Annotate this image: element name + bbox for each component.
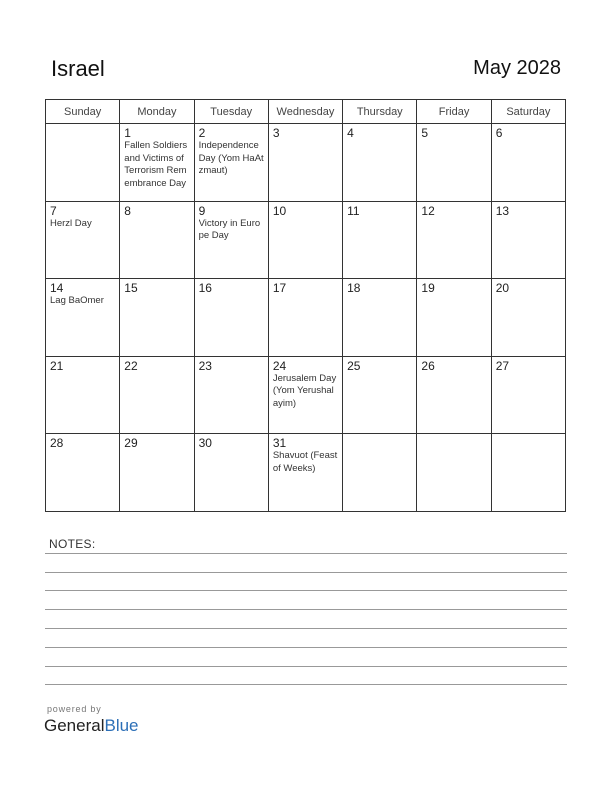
weekday-wednesday: Wednesday <box>268 100 342 124</box>
month-year-title: May 2028 <box>473 57 561 79</box>
day-number: 15 <box>124 281 138 296</box>
powered-by-label: powered by <box>47 704 102 714</box>
day-cell <box>343 279 417 357</box>
day-cell <box>194 279 268 357</box>
note-line <box>45 684 567 685</box>
day-cell <box>268 201 342 279</box>
day-cell <box>343 124 417 202</box>
day-number: 7 <box>50 203 57 218</box>
day-cell <box>343 201 417 279</box>
day-number: 22 <box>124 358 138 373</box>
notes-label: NOTES: <box>49 537 96 551</box>
country-title: Israel <box>51 56 105 81</box>
day-number: 28 <box>50 436 64 451</box>
day-number: 21 <box>50 358 64 373</box>
note-line <box>45 647 567 648</box>
day-number: 1 <box>124 126 131 140</box>
day-cell <box>268 434 342 512</box>
day-number: 29 <box>124 436 138 451</box>
holiday-label: Jerusalem Day (Yom Yerushalayim) <box>272 372 337 409</box>
day-cell <box>194 124 268 202</box>
day-number: 9 <box>198 203 206 218</box>
day-cell <box>491 434 565 512</box>
day-cell <box>491 279 565 357</box>
day-cell <box>417 124 491 202</box>
day-cell <box>120 279 194 357</box>
day-cell <box>194 356 268 434</box>
day-cell <box>46 124 120 202</box>
day-cell <box>120 356 194 434</box>
holiday-label: Lag BaOmer <box>50 295 104 307</box>
day-number: 3 <box>272 126 280 140</box>
day-number: 8 <box>124 203 131 218</box>
week-row <box>46 279 566 357</box>
note-line <box>45 553 567 554</box>
holiday-label: Independence Day (Yom HaAtzmaut) <box>198 140 264 176</box>
day-cell <box>268 356 342 434</box>
weekday-sunday: Sunday <box>46 100 120 124</box>
day-cell <box>417 201 491 279</box>
day-number: 24 <box>272 358 287 373</box>
day-cell <box>46 201 120 279</box>
week-row <box>46 201 566 279</box>
note-line <box>45 628 567 629</box>
day-number: 5 <box>421 126 429 140</box>
day-cell <box>268 279 342 357</box>
day-cell <box>46 434 120 512</box>
day-number: 31 <box>272 436 287 451</box>
day-cell <box>120 124 194 202</box>
note-line <box>45 666 567 667</box>
holiday-label: Victory in Europe Day <box>198 217 261 242</box>
holiday-label: Herzl Day <box>50 217 92 229</box>
day-cell <box>491 356 565 434</box>
day-cell <box>417 279 491 357</box>
note-line <box>45 590 567 591</box>
day-number: 13 <box>495 203 510 218</box>
day-number: 23 <box>198 358 212 373</box>
day-number: 18 <box>347 281 361 296</box>
day-cell <box>194 201 268 279</box>
weekday-saturday: Saturday <box>491 100 565 124</box>
day-number: 4 <box>347 126 354 140</box>
note-line <box>45 572 567 573</box>
day-number: 25 <box>347 358 361 373</box>
day-cell <box>417 356 491 434</box>
weekday-friday: Friday <box>417 100 491 124</box>
day-number: 12 <box>421 203 435 218</box>
day-number: 19 <box>421 281 435 296</box>
day-cell <box>417 434 491 512</box>
logo-text-general: General <box>44 716 105 735</box>
day-cell <box>120 201 194 279</box>
day-number: 26 <box>421 358 435 373</box>
day-cell <box>491 124 565 202</box>
week-row <box>46 434 566 512</box>
day-number: 20 <box>495 281 510 296</box>
day-cell <box>491 201 565 279</box>
day-number: 10 <box>272 203 287 218</box>
day-number: 30 <box>198 436 212 451</box>
day-cell <box>343 356 417 434</box>
holiday-label: Fallen Soldiers and Victims of Terrorism Remembrance Day <box>124 140 188 189</box>
calendar-grid <box>45 99 566 512</box>
day-number: 2 <box>198 126 206 140</box>
holiday-label: Shavuot (Feast of Weeks) <box>272 450 338 474</box>
day-cell <box>343 434 417 512</box>
weekday-thursday: Thursday <box>343 100 417 124</box>
weekday-monday: Monday <box>120 100 194 124</box>
day-number: 6 <box>495 126 503 140</box>
day-number: 27 <box>495 358 510 373</box>
week-row <box>46 124 566 202</box>
weekday-tuesday: Tuesday <box>194 100 268 124</box>
day-number: 17 <box>272 281 287 296</box>
day-cell <box>120 434 194 512</box>
generalblue-logo <box>44 716 139 736</box>
day-cell <box>46 356 120 434</box>
week-row <box>46 356 566 434</box>
day-cell <box>46 279 120 357</box>
day-number: 14 <box>50 281 64 296</box>
day-cell <box>194 434 268 512</box>
note-line <box>45 609 567 610</box>
logo-text-blue: Blue <box>104 716 139 735</box>
day-cell <box>268 124 342 202</box>
day-number: 16 <box>198 281 212 296</box>
day-number: 11 <box>347 203 360 218</box>
weekday-header-row <box>46 100 566 124</box>
